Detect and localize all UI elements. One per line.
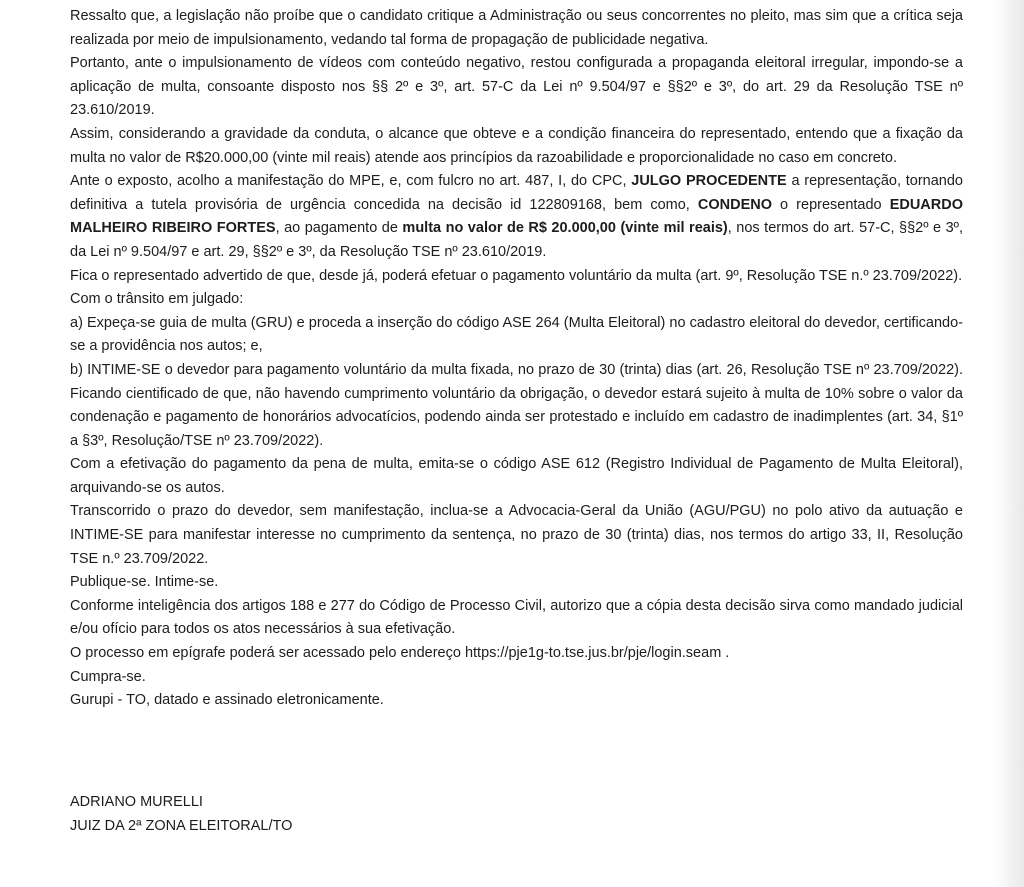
- ruling-defendant-name: EDUARDO MALHEIRO RIBEIRO FORTES: [70, 196, 963, 237]
- signature-block: [70, 791, 670, 838]
- paragraph-transit-heading: Com o trânsito em julgado:: [70, 291, 244, 308]
- ruling-condeno: CONDENO: [697, 196, 772, 213]
- paragraph-irregular-propaganda: Portanto, ante o impulsionamento de vídeos com conteúdo negativo, restou configurada a propaganda eleitoral irregular, impondo-se a aplicação de multa, consoante disposto nos §§ 2º e 3º, art. 57-C da Lei nº 9.504/97 e §§2º e 3º, do art. 29 da Resolução TSE nº 23.610/2019.: [70, 55, 963, 119]
- judge-name: ADRIANO MURELLI: [70, 794, 203, 810]
- paragraph-item-a: a) Expeça-se guia de multa (GRU) e proceda a inserção do código ASE 264 (Multa Eleitoral) no cadastro eleitoral do devedor, certificando-se a providência nos autos; e,: [70, 314, 963, 355]
- paragraph-agu: Transcorrido o prazo do devedor, sem manifestação, inclua-se a Advocacia-Geral da União (AGU/PGU) no polo ativo da autuação e INTIME-SE para manifestar interesse no cumprimento da sentença, no prazo de 30 (trinta) dias, nos termos do artigo 33, II, Resolução TSE n.º 23.709/2022.: [70, 503, 963, 567]
- paragraph-ruling: [70, 170, 963, 264]
- paragraph-publish: Publique-se. Intime-se.: [70, 574, 219, 591]
- paragraph-legislation-note: Ressalto que, a legislação não proíbe que o candidato critique a Administração ou seus concorrentes no pleito, mas sim que a crítica seja realizada por meio de impulsionamento, vedando tal forma de propagação de publicidade negativa.: [70, 8, 963, 48]
- paragraph-comply: Cumpra-se.: [70, 668, 146, 685]
- ruling-text-e: , ao pagamento de: [275, 220, 403, 237]
- paragraph-voluntary-payment: Fica o representado advertido de que, desde já, poderá efetuar o pagamento voluntário da multa (art. 9º, Resolução TSE n.º 23.709/2022).: [70, 267, 963, 284]
- ruling-julgo-procedente: JULGO PROCEDENTE: [631, 173, 787, 190]
- paragraph-item-b: b) INTIME-SE o devedor para pagamento voluntário da multa fixada, no prazo de 30 (trinta) dias (art. 26, Resolução TSE nº 23.709/2022). Ficando cientificado de que, não havendo cumprimento voluntário da obrigação, o devedor estará sujeito à multa de 10% sobre o valor da condenação e pagamento de honorários advocatícios, podendo ainda ser protestado e incluído em cadastro de inadimplentes (art. 34, §1º a §3º, Resolução/TSE nº 23.709/2022).: [70, 361, 963, 449]
- ruling-text-a: Ante o exposto, acolho a manifestação do MPE, e, com fulcro no art. 487, I, do CPC,: [70, 173, 632, 190]
- paragraph-fine-amount: Assim, considerando a gravidade da conduta, o alcance que obteve e a condição financeira do representado, entendo que a fixação da multa no valor de R$20.000,00 (vinte mil reais) atende aos princípios da razoabilidade e proporcionalidade no caso em concreto.: [70, 125, 963, 166]
- ruling-text-f: , nos termos do art. 57-C, §§2º e 3º, da Lei nº 9.504/97 e art. 29, §§2º e 3º, da Resolução TSE nº 23.610/2019.: [70, 220, 963, 260]
- page-edge-shadow: [994, 0, 1024, 887]
- ruling-fine-value: multa no valor de R$ 20.000,00 (vinte mil reais): [402, 220, 728, 237]
- paragraph-access-url: O processo em epígrafe poderá ser acessado pelo endereço https://pje1g-to.tse.jus.br/pje/login.seam .: [70, 645, 730, 662]
- ruling-text-c: a representação, tornando definitiva a tutela provisória de urgência concedida na decisão id 122809168, bem como,: [70, 173, 963, 213]
- paragraph-ase-612: Com a efetivação do pagamento da pena de multa, emita-se o código ASE 612 (Registro Individual de Pagamento de Multa Eleitoral), arquivando-se os autos.: [70, 456, 963, 496]
- document-body: [70, 5, 963, 713]
- paragraph-place-date: Gurupi - TO, datado e assinado eletronicamente.: [70, 692, 384, 709]
- judge-role: JUIZ DA 2ª ZONA ELEITORAL/TO: [70, 817, 293, 834]
- ruling-text-d: o representado: [772, 196, 890, 213]
- paragraph-mandate: Conforme inteligência dos artigos 188 e 277 do Código de Processo Civil, autorizo que a cópia desta decisão sirva como mandado judicial e/ou ofício para todos os atos necessários à sua efetivação.: [70, 597, 963, 638]
